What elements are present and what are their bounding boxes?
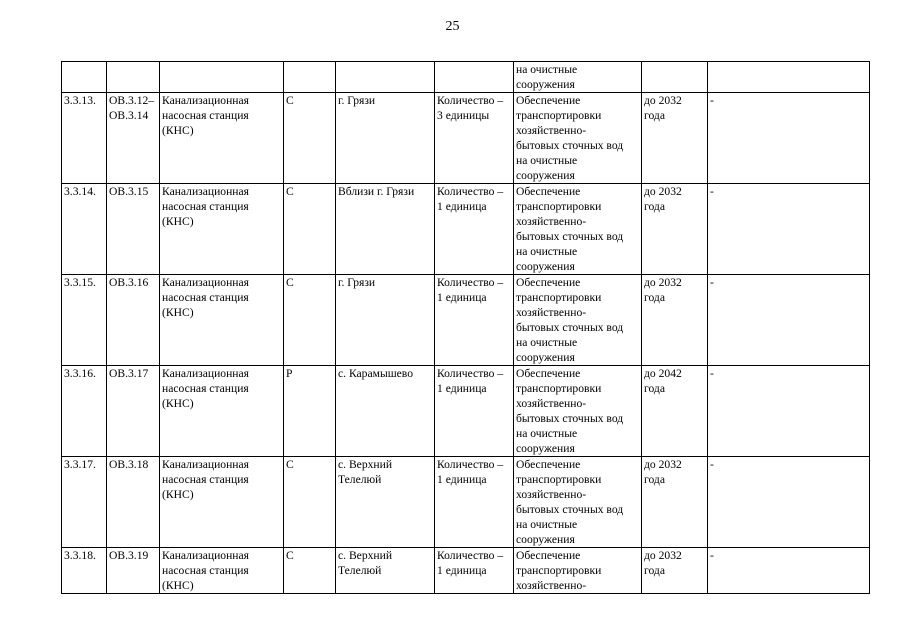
cell-deadline: до 2032 года (642, 548, 708, 594)
cell-deadline: до 2032 года (642, 184, 708, 275)
table-row (62, 366, 870, 457)
cell-quantity: Количество – 1 единица (435, 184, 514, 275)
cell-quantity: Количество – 1 единица (435, 548, 514, 594)
cell-location: Вблизи г. Грязи (336, 184, 435, 275)
cell-status: С (284, 184, 336, 275)
cell-object-name: Канализационная насосная станция (КНС) (160, 366, 284, 457)
cell-object-name: Канализационная насосная станция (КНС) (160, 93, 284, 184)
cell-code: ОВ.3.19 (107, 548, 160, 594)
cell-status: С (284, 457, 336, 548)
cell-note: - (708, 93, 870, 184)
cell-number: 3.3.17. (62, 457, 107, 548)
cell-status: С (284, 548, 336, 594)
table-row (62, 93, 870, 184)
cell-number (62, 62, 107, 93)
cell-code: ОВ.3.18 (107, 457, 160, 548)
cell-quantity: Количество – 1 единица (435, 457, 514, 548)
cell-quantity: Количество – 1 единица (435, 366, 514, 457)
cell-deadline: до 2042 года (642, 366, 708, 457)
cell-note: - (708, 457, 870, 548)
table-row (62, 457, 870, 548)
objects-table (61, 61, 870, 594)
table-row (62, 184, 870, 275)
cell-object-name: Канализационная насосная станция (КНС) (160, 184, 284, 275)
cell-number: 3.3.16. (62, 366, 107, 457)
cell-purpose: на очистные сооружения (514, 62, 642, 93)
cell-quantity: Количество – 3 единицы (435, 93, 514, 184)
cell-location: с. Карамышево (336, 366, 435, 457)
cell-status: Р (284, 366, 336, 457)
cell-location (336, 62, 435, 93)
cell-note: - (708, 366, 870, 457)
cell-deadline: до 2032 года (642, 275, 708, 366)
cell-number: 3.3.15. (62, 275, 107, 366)
cell-number: 3.3.13. (62, 93, 107, 184)
cell-quantity: Количество – 1 единица (435, 275, 514, 366)
table-row (62, 62, 870, 93)
page-number: 25 (445, 19, 460, 34)
cell-number: 3.3.18. (62, 548, 107, 594)
cell-location: с. Верхний Телелюй (336, 548, 435, 594)
cell-purpose: Обеспечение транспортировки хозяйственно- бытовых сточных вод на очистные сооружения (514, 184, 642, 275)
cell-deadline (642, 62, 708, 93)
cell-object-name: Канализационная насосная станция (КНС) (160, 457, 284, 548)
table-row (62, 548, 870, 594)
cell-quantity (435, 62, 514, 93)
cell-note: - (708, 548, 870, 594)
cell-code (107, 62, 160, 93)
cell-note (708, 62, 870, 93)
cell-location: с. Верхний Телелюй (336, 457, 435, 548)
cell-deadline: до 2032 года (642, 93, 708, 184)
table-row (62, 275, 870, 366)
cell-location: г. Грязи (336, 275, 435, 366)
cell-code: ОВ.3.16 (107, 275, 160, 366)
cell-deadline: до 2032 года (642, 457, 708, 548)
cell-code: ОВ.3.15 (107, 184, 160, 275)
cell-purpose: Обеспечение транспортировки хозяйственно- бытовых сточных вод на очистные сооружения (514, 275, 642, 366)
cell-note: - (708, 184, 870, 275)
cell-note: - (708, 275, 870, 366)
cell-status (284, 62, 336, 93)
cell-object-name: Канализационная насосная станция (КНС) (160, 275, 284, 366)
cell-code: ОВ.3.12– ОВ.3.14 (107, 93, 160, 184)
cell-status: С (284, 93, 336, 184)
cell-status: С (284, 275, 336, 366)
cell-object-name: Канализационная насосная станция (КНС) (160, 548, 284, 594)
cell-purpose: Обеспечение транспортировки хозяйственно- бытовых сточных вод на очистные сооружения (514, 457, 642, 548)
cell-object-name (160, 62, 284, 93)
cell-code: ОВ.3.17 (107, 366, 160, 457)
cell-location: г. Грязи (336, 93, 435, 184)
cell-purpose: Обеспечение транспортировки хозяйственно- бытовых сточных вод на очистные сооружения (514, 93, 642, 184)
cell-number: 3.3.14. (62, 184, 107, 275)
cell-purpose: Обеспечение транспортировки хозяйственно- (514, 548, 642, 594)
cell-purpose: Обеспечение транспортировки хозяйственно- бытовых сточных вод на очистные сооружения (514, 366, 642, 457)
